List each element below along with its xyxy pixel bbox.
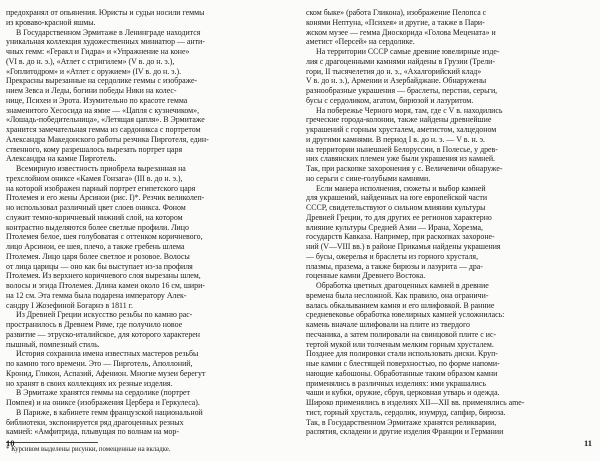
text-line: чаши и кубки, оружие, сбруя, церковная утварь и одежда. (306, 388, 500, 398)
text-line: В Париже, в кабинете гемм французской национальной (16, 407, 203, 417)
text-line: тист, горный хрусталь, сердолик, изумруд, сапфир, бирюза. (306, 407, 506, 417)
text-line: лия с драгоценными камнями найдены в Грузии (Трели- (306, 56, 496, 66)
text-line: для украшений, найденных на юге европейской части (306, 193, 488, 203)
text-line: пышный, помпезный стиль. (6, 339, 100, 349)
text-line: служит темно-коричневый нижний слой, на котором (6, 212, 183, 222)
text-line: них славянских племен уже были украшения из камней. (306, 154, 496, 164)
text-line: ственного, кому разрешалось вырезать портрет царя (6, 144, 183, 154)
text-line: «Гоплитодром» и «Атлет с оружием» (IV в. до н. э.). (6, 66, 182, 76)
text-line: Александра на камне Пирготель. (6, 154, 117, 164)
text-line: тертой мукой или толченым мелким горным хрусталем. (306, 339, 494, 349)
text-line: пространилось в Древнем Риме, где получило новое (6, 320, 183, 329)
text-line: камней: «Амфитрида, плывущая по волнам на мор- (6, 427, 180, 437)
text-line: контрастно выделяются более светлые профили. Лицо (6, 222, 189, 232)
text-line: из кроваво-красной яшмы. (6, 17, 96, 27)
text-line: знаменитого Хесосида на ямие — «Цапля с кузнечиком», (6, 105, 200, 115)
right-page-text (306, 8, 592, 437)
text-line: трехслойном ониксе «Камея Гонзага» (III в. до н. э.), (6, 173, 183, 183)
text-line: Широко применялись в изделиях XII—XII вв. применялись ame- (306, 398, 525, 407)
text-line: бусы с сердоликом, агатом, бирюзой и лазуритом. (306, 95, 474, 105)
footnote-rule (6, 442, 98, 443)
text-line: СССР, свидетельствуют о сильном влиянии культуры (306, 203, 486, 212)
text-line: (VI в. до н. э.), «Атлет с стригилем» (V в. до н. э.), (6, 56, 175, 66)
text-line: камень вначале шлифовали на плите из твердого (306, 320, 470, 329)
text-line: Позднее для полировки стали использовать диски. Круп- (306, 349, 498, 359)
text-line: Всемирную известность приобрела вырезанная на (16, 164, 186, 173)
text-line: На побережье Черного моря, там, где с V в. находились (316, 105, 503, 115)
text-line: В Государственном Эрмитаже в Ленинграде находится (16, 27, 201, 37)
text-line: применялись в различных изделиях: ими украшались (306, 378, 486, 388)
text-line: времена была несложной. Как правило, она ограничи- (306, 290, 489, 300)
text-line: чных гемм: «Геракл и Гидра» и «Упражнение на коне» (6, 47, 190, 56)
text-line: влияние культуры Средней Азии — Ирана, Хорезма, (306, 222, 483, 232)
text-line: и другими камнями. В период I в. до н. э. — V в. н. э. (306, 134, 485, 144)
left-page (6, 8, 292, 453)
left-page-text (6, 8, 292, 437)
text-line: Прекрасны вырезанные на сердолике геммы с изображе- (6, 76, 198, 86)
text-line: Помпея) и на ониксе (изображения Цербера и Геркулеса). (6, 398, 200, 407)
text-line: предохранял от опьянения. Юристы и судьи носили геммы (6, 8, 205, 17)
text-line: песчаника, а затем полировали на свинцовой плите с ис- (306, 329, 497, 339)
text-line: Птолемея и его жены Арсинои (рис. I)*. Резчик великолеп- (6, 193, 205, 203)
text-line: нающие кабошоны. Обработанные таким образом камни (306, 368, 498, 378)
text-line: государств Кавказа. Например, при раскопках захороне- (306, 232, 495, 242)
text-line: но серьги с сине-голубыми камнями. (306, 173, 431, 183)
text-line: от лица царицы — оно как бы выступает из-за профиля (6, 261, 193, 271)
footnote: * Курсивом выделены рисунки, помещенные на вкладке. (6, 446, 171, 453)
text-line: распятия, складени и другие изделия Франции и Германии (306, 427, 504, 437)
text-line: хранится замечательная гемма из сардоникса с портретом (6, 125, 201, 134)
text-line: средневековье обработка ювелирных камней усложнилась: (306, 310, 505, 320)
text-line: Птолемея. Из верхнего коричневого слоя вырезаны шлем, (6, 271, 201, 281)
text-line: но использовал различный цвет слоев оникса. Фоном (6, 203, 186, 212)
text-line: по камню того времени. Это — Пирготель, Аполлоний, (6, 359, 193, 368)
text-line: Кронид, Гликон, Аспазий, Афенион. Многие музеи берегут (6, 368, 206, 378)
text-line: конями Нептуна, «Психея» и другие, а также в Пари- (306, 17, 485, 27)
text-line: библиотеки, экспонируется ряд драгоценных резных (6, 417, 184, 427)
text-line: на которой изображен парный портрет египетского царя (6, 183, 196, 193)
text-line: украшений с горным хрусталем, аметистом, халцедоном (306, 125, 497, 134)
text-line: «Лошадь-победительница», «Летящая цапля». В Эрмитаже (6, 115, 205, 125)
text-line: — бусы, ожерелья и браслеты из горного хрусталя, (306, 251, 479, 261)
text-line: волосы и эгида Птолемея. Длина камеи около 16 см, шири- (6, 281, 205, 290)
text-line: на 12 см. Эта гемма была подарена императору Алек- (6, 290, 187, 300)
text-line: Если манера исполнения, сюжеты и выбор камней (316, 183, 486, 193)
text-line: жском музее — гемма Диоскорида «Голова Мецената» и (306, 27, 496, 37)
text-line: лицо Арсинои, ее шея, плечо, а также гребень шлема (6, 242, 185, 251)
text-line: ные камни с блестящей поверхностью, по форме напоми- (306, 359, 500, 368)
page-number-left: 10 (6, 438, 15, 448)
text-line: но хранят в своих коллекциях их резные изделия. (6, 378, 173, 388)
text-line: На территории СССР самые древние ювелирные изде- (316, 47, 500, 56)
text-line: Александра Македонского работы резчика Пирготеля, един- (6, 134, 209, 144)
text-line: V в. до н. э.), Армении и Азербайджане. Обнаружены (306, 76, 487, 86)
text-line: Древней Греции, то для других ее регионов характерно (306, 212, 492, 222)
text-line: развитие — этруско-италийское, для которого характерен (6, 329, 201, 339)
text-line: Птолемея. Лицо царя более светлое и розовое. Волосы (6, 251, 190, 261)
text-line: валась обкалыванием камня и его шлифовкой. В ранние (306, 300, 495, 310)
text-line: Обработка цветных драгоценных камней в древние (316, 281, 489, 290)
text-line: Из Древней Греции искусство резьбы по камню рас- (16, 310, 193, 320)
text-line: В Эрмитаже хранятся геммы на сердолике (портрет (16, 388, 190, 398)
text-line: ний (V—VIII вв.) в районе Прикамья найдены украшения (306, 242, 501, 251)
text-line: сандру I Жозефиной Богарнэ в 1811 г. (6, 300, 133, 310)
text-line: на территории нынешней Белоруссии, в Полесье, у древ- (306, 144, 498, 154)
text-line: Так, при раскопке захоронения у с. Величевичи обнаруже- (306, 164, 503, 173)
text-line: греческие города-колонии, также найдены древнейшие (306, 115, 492, 125)
text-line: уникальная коллекция художественных миниатюр — анти- (6, 37, 205, 47)
text-line: Так, в Государственном Эрмитаже хранятся реликварии, (306, 417, 497, 427)
text-line: гори, II тысячелетия до н. э., «Ахалгорийский клад» (306, 66, 482, 76)
right-page (306, 8, 592, 448)
text-line: Птолемея белое, шея голубоватая с оттенком коричневого, (6, 232, 203, 242)
text-line: нице, Психеи и Эрота. Изумительно по красоте гемма (6, 95, 188, 105)
text-line: разнообразные украшения — браслеты, перстни, серьги, (306, 86, 498, 95)
page-number-right: 11 (583, 438, 592, 448)
text-line: ском быке» (работа Гликона), изображение Пелопса с (306, 8, 487, 17)
text-line: нием Зевса и Леды, богини победы Ники на колес- (6, 86, 177, 95)
text-line: История сохранила имена известных мастеров резьбы (16, 349, 199, 359)
text-line: аметист «Персей» на сердолике. (306, 37, 415, 47)
text-line: гоценные камни Древнего Востока. (306, 271, 426, 281)
text-line: плазмы, празема, а также бирюзы и лазурита — дра- (306, 261, 483, 271)
